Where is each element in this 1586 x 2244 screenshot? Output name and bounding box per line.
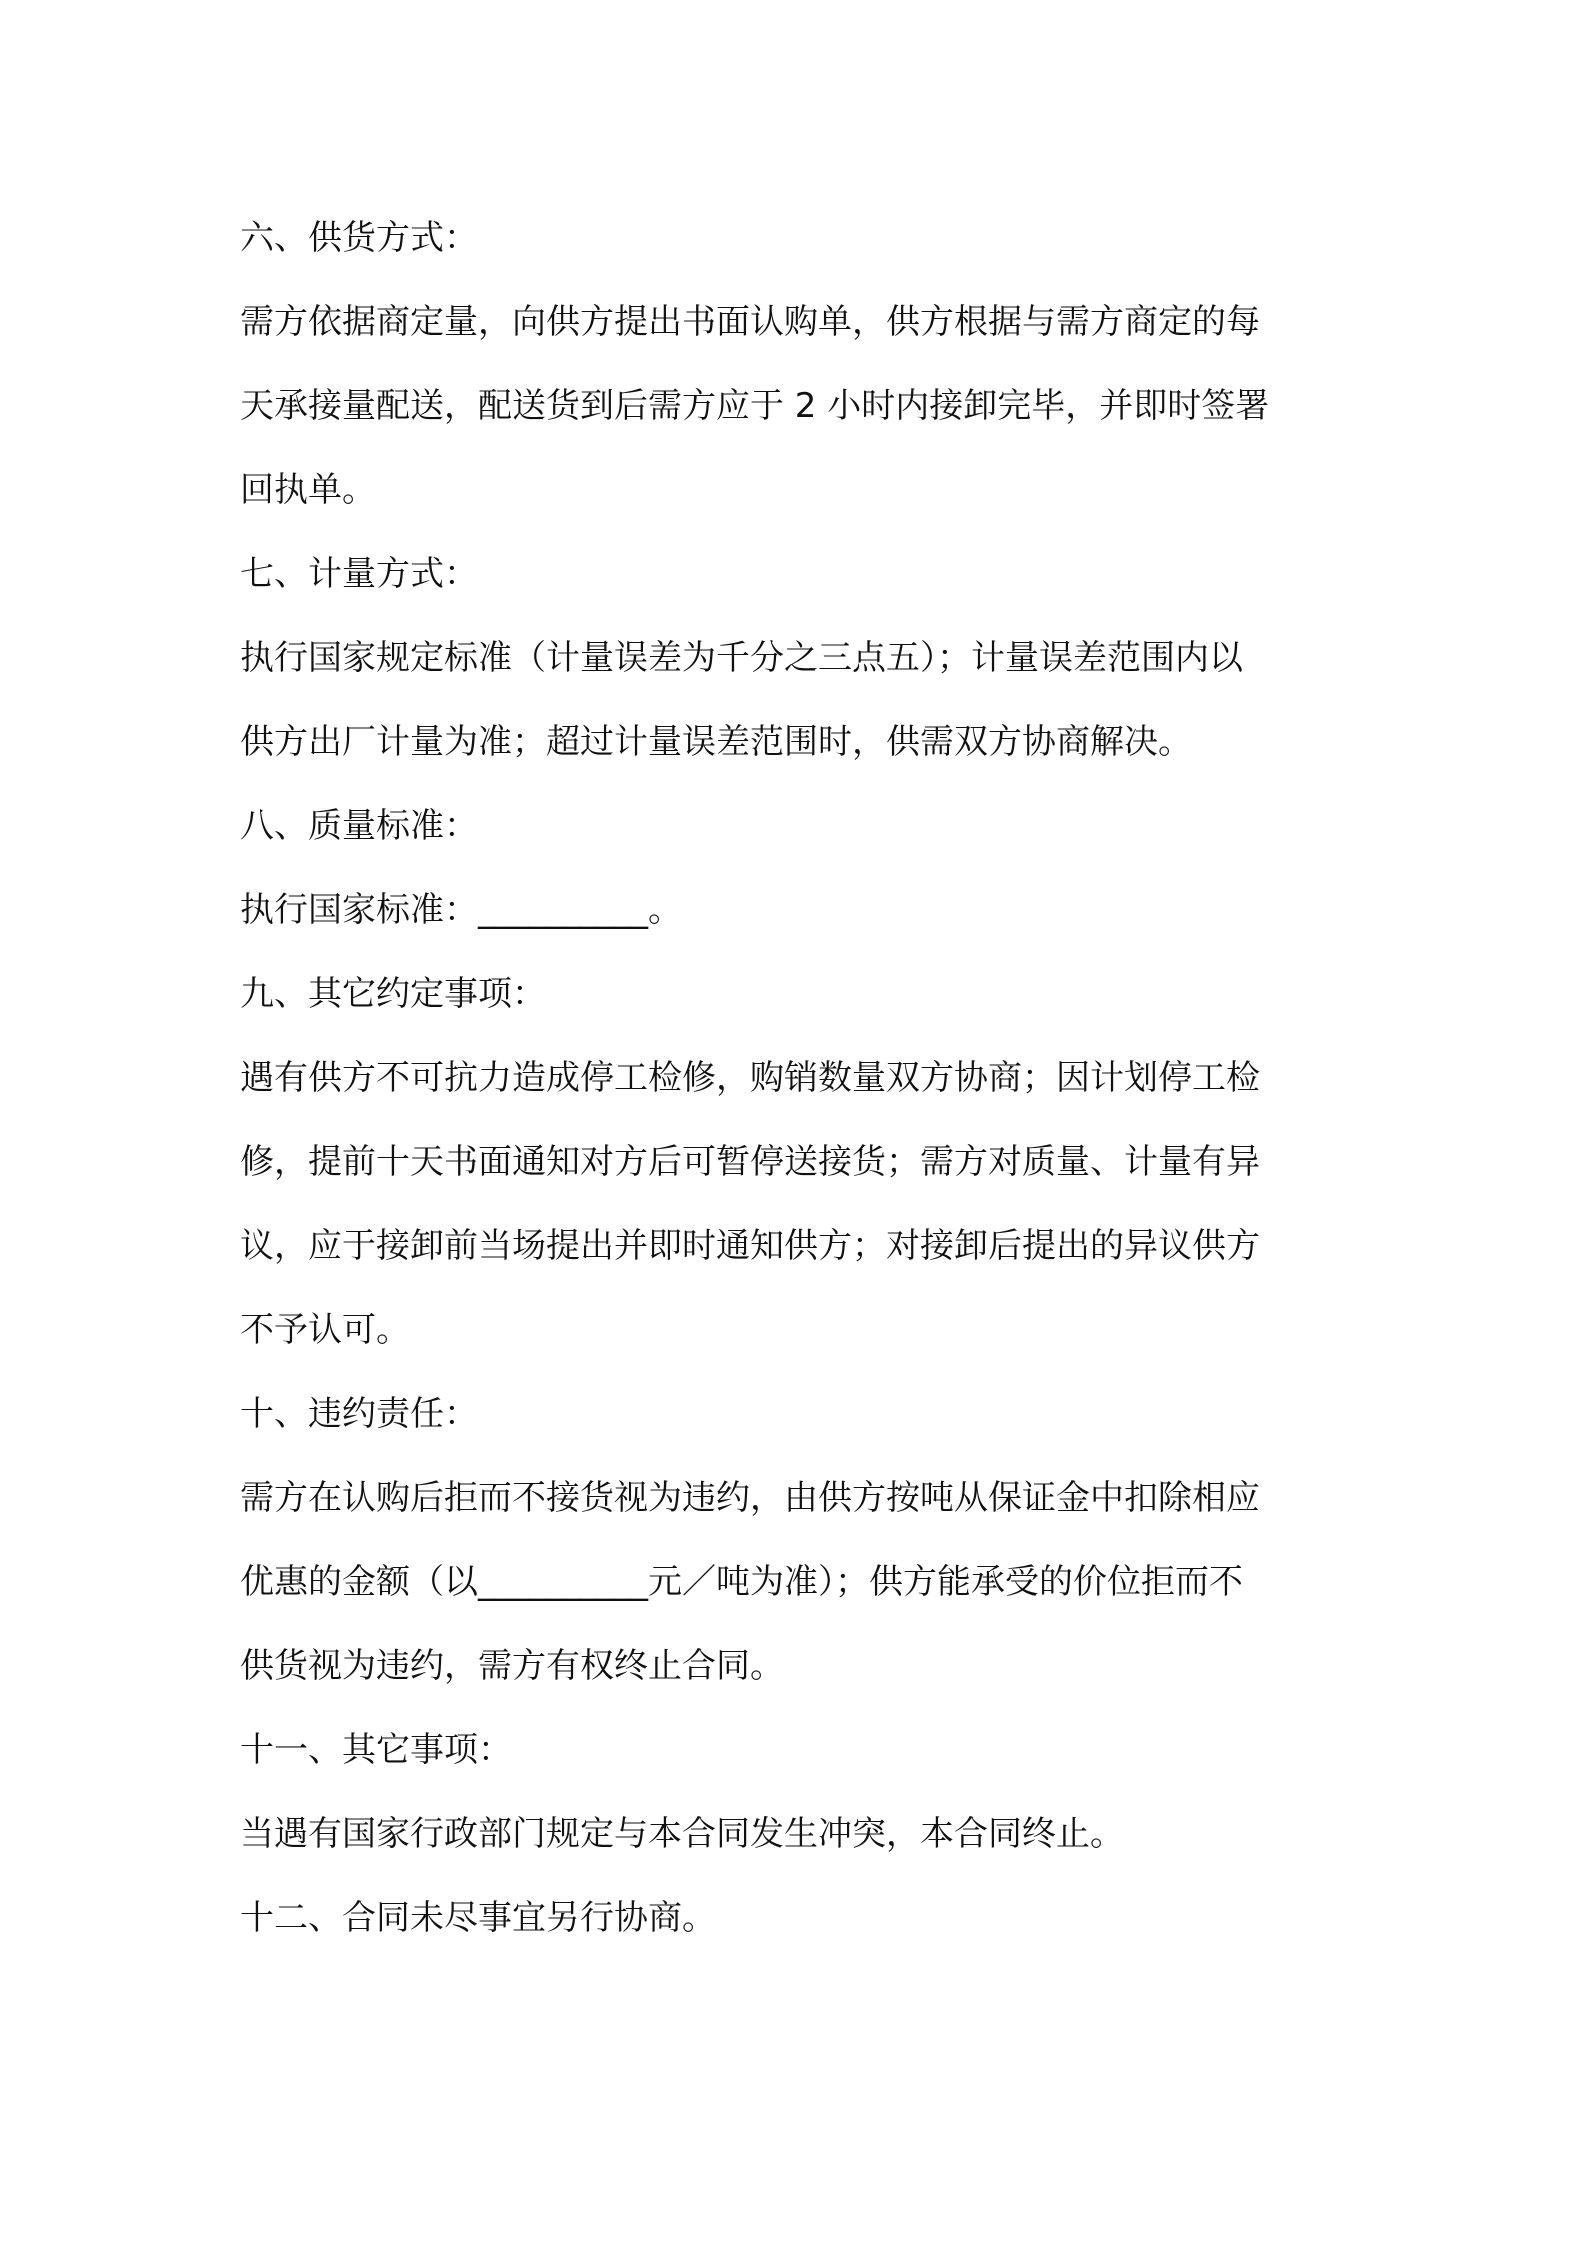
paragraph-line: 优惠的金额（以__________元／吨为准）；供方能承受的价位拒而不 <box>240 1562 1243 1602</box>
section-11-heading: 十一、其它事项： <box>240 1730 512 1770</box>
paragraph-line: 天承接量配送，配送货到后需方应于 2 小时内接卸完毕，并即时签署 <box>240 386 1270 426</box>
paragraph-line: 当遇有国家行政部门规定与本合同发生冲突，本合同终止。 <box>240 1814 1124 1854</box>
section-6-heading: 六、供货方式： <box>240 218 478 258</box>
paragraph-line: 需方在认购后拒而不接货视为违约，由供方按吨从保证金中扣除相应 <box>240 1478 1260 1518</box>
paragraph-line: 执行国家规定标准（计量误差为千分之三点五）；计量误差范围内以 <box>240 638 1243 678</box>
section-12-heading: 十二、合同未尽事宜另行协商。 <box>240 1898 716 1938</box>
section-10-heading: 十、违约责任： <box>240 1394 478 1434</box>
paragraph-line: 供方出厂计量为准；超过计量误差范围时，供需双方协商解决。 <box>240 722 1192 762</box>
paragraph-line: 供货视为违约，需方有权终止合同。 <box>240 1646 784 1686</box>
paragraph-line: 回执单。 <box>240 470 376 510</box>
section-7-heading: 七、计量方式： <box>240 554 478 594</box>
document-body <box>240 196 1360 1960</box>
paragraph-line: 不予认可。 <box>240 1310 410 1350</box>
section-9-heading: 九、其它约定事项： <box>240 974 546 1014</box>
section-8-heading: 八、质量标准： <box>240 806 478 846</box>
paragraph-line: 需方依据商定量，向供方提出书面认购单，供方根据与需方商定的每 <box>240 302 1260 342</box>
paragraph-line: 修，提前十天书面通知对方后可暂停送接货；需方对质量、计量有异 <box>240 1142 1260 1182</box>
paragraph-line: 执行国家标准：__________。 <box>240 890 682 930</box>
paragraph-line: 遇有供方不可抗力造成停工检修，购销数量双方协商；因计划停工检 <box>240 1058 1260 1098</box>
paragraph-line: 议，应于接卸前当场提出并即时通知供方；对接卸后提出的异议供方 <box>240 1226 1260 1266</box>
